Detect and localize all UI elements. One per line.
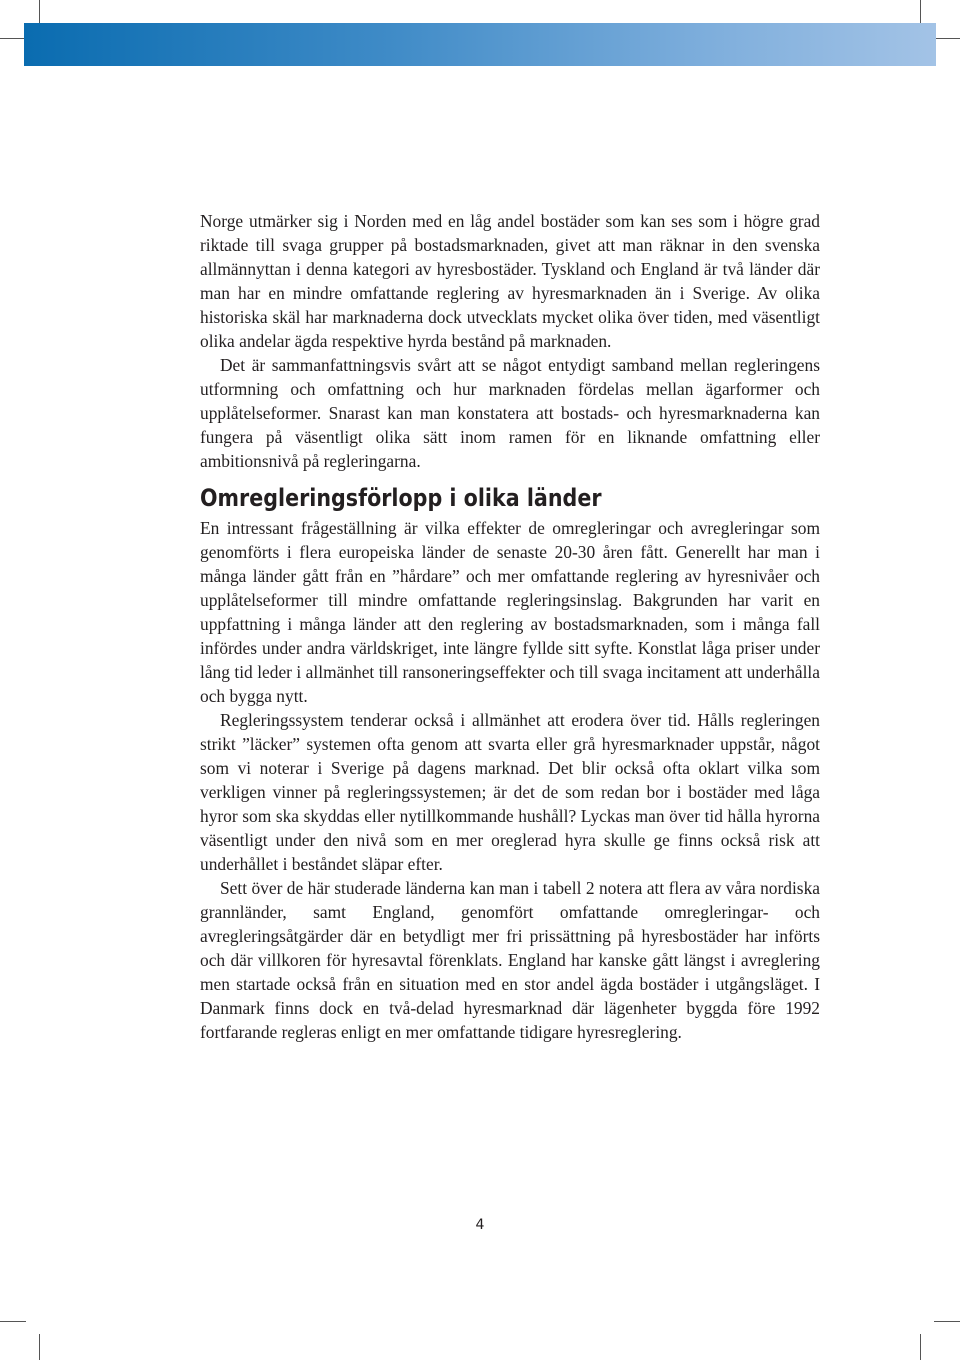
page-content <box>200 209 820 1044</box>
crop-mark <box>0 38 26 39</box>
body-paragraph: Sett över de här studerade länderna kan man i tabell 2 notera att flera av våra nordiska grannländer, samt England, genomfört omfattande omregleringar- och avregleringsåtgärder där en betydligt mer fri prissättning på hyresbostäder har införts och där villkoren för hyresavtal förenklats. England har kanske gått längst i avreglering men startade också från en situation med en stor andel ägda bostäder i utgångsläget. I Danmark finns dock en två-delad hyresmarknad där lägenheter byggda före 1992 fortfarande regleras enligt en mer omfattande tidigare hyresreglering. <box>200 878 820 1042</box>
body-paragraph: Det är sammanfattningsvis svårt att se något entydigt samband mellan regleringens utformning och omfattning och hur marknaden fördelas mellan ägarformer och upplåtelseformer. Snarast kan man konstatera att bostads- och hyresmarknaderna kan fungera på väsentligt olika sätt inom ramen för en liknande omfattning eller ambitionsnivå på regleringarna. <box>200 355 820 471</box>
header-banner <box>24 23 936 66</box>
crop-mark <box>0 1321 26 1322</box>
crop-mark <box>920 1334 921 1360</box>
body-paragraph: En intressant frågeställning är vilka effekter de omregleringar och avregleringar som genomförts i flera europeiska länder de senaste 20-30 åren fått. Generellt har man i många länder gått från en ”hårdare” och mer omfattande reglering av hyresnivåer och upplåtelseformer till mindre omfattande regleringsinslag. Bakgrunden har varit en uppfattning i många länder att den reglering av bostadsmarknaden, som i många fall infördes under andra världskriget, inte längre fyllde sitt syfte. Konstlat låga priser under lång tid leder i allmänhet till ransoneringseffekter och till svaga incitament att underhålla och bygga nytt. <box>200 518 820 706</box>
crop-mark <box>934 38 960 39</box>
body-paragraph: Regleringssystem tenderar också i allmänhet att erodera över tid. Hålls regleringen strikt ”läcker” systemen ofta genom att svarta eller grå hyresmarknader uppstår, något som vi noterar i Sverige på dagens marknad. Det blir också ofta oklart vilka som verkligen vinner på regleringssystemen; är det de som redan bor i bostäder med låga hyror som ska skyddas eller nytillkommande hushåll? Lyckas man över tid hålla hyrorna väsentligt under den nivå som en mer oreglerad hyra skulle ge finns också risk att underhållet i beståndet släpar efter. <box>200 710 820 874</box>
crop-mark <box>934 1321 960 1322</box>
body-paragraph: Norge utmärker sig i Norden med en låg andel bostäder som kan ses som i högre grad riktade till svaga grupper på bostadsmarknaden, givet att man räknar in den svenska allmännyttan i denna kategori av hyresbostäder. Tyskland och England är två länder där man har en mindre omfattande reglering av hyresmarknaden än i Sverige. Av olika historiska skäl har marknaderna dock utvecklats mycket olika över tiden, med väsentligt olika andelar ägda respektive hyrda bestånd på marknaden. <box>200 211 820 351</box>
crop-mark <box>39 1334 40 1360</box>
section-heading: Omregleringsförlopp i olika länder <box>200 484 602 512</box>
page-number: 4 <box>475 1217 485 1233</box>
